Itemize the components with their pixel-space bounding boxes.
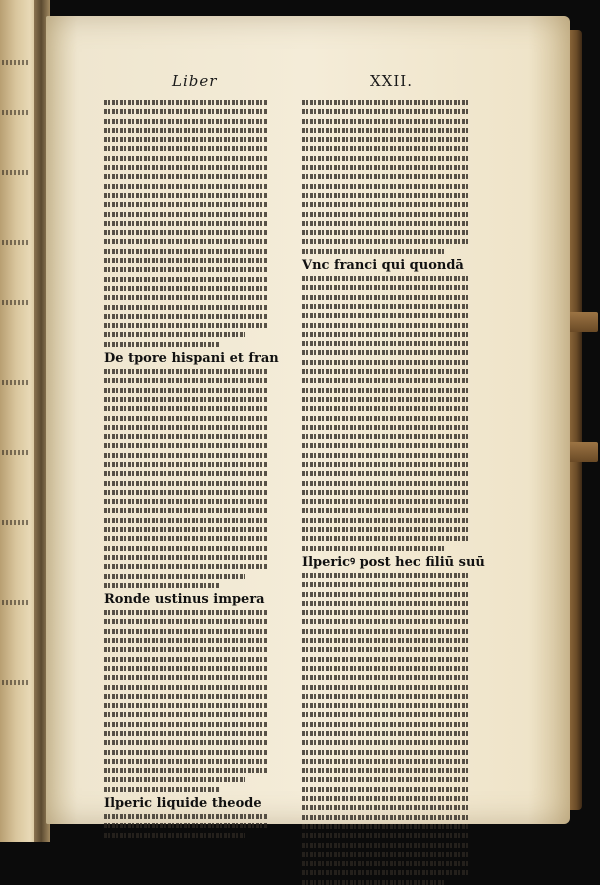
binding-clasp — [568, 312, 598, 332]
book-cover-edge — [568, 30, 582, 810]
text-column-left — [104, 100, 279, 812]
section-heading: Ilperic liquide theode — [104, 796, 262, 812]
section-heading: De tpore hispani et fran — [104, 351, 279, 367]
text-column-right — [302, 100, 485, 780]
section-heading: Ilpericꝰ post hec filiū suū — [302, 554, 485, 570]
section-heading: Vnc franci qui quondā — [302, 258, 464, 274]
section-heading: Ronde ustinus impera — [104, 592, 265, 608]
running-head-right: XXII. — [370, 72, 413, 90]
running-head-left: Liber — [172, 72, 218, 90]
binding-clasp — [568, 442, 598, 462]
